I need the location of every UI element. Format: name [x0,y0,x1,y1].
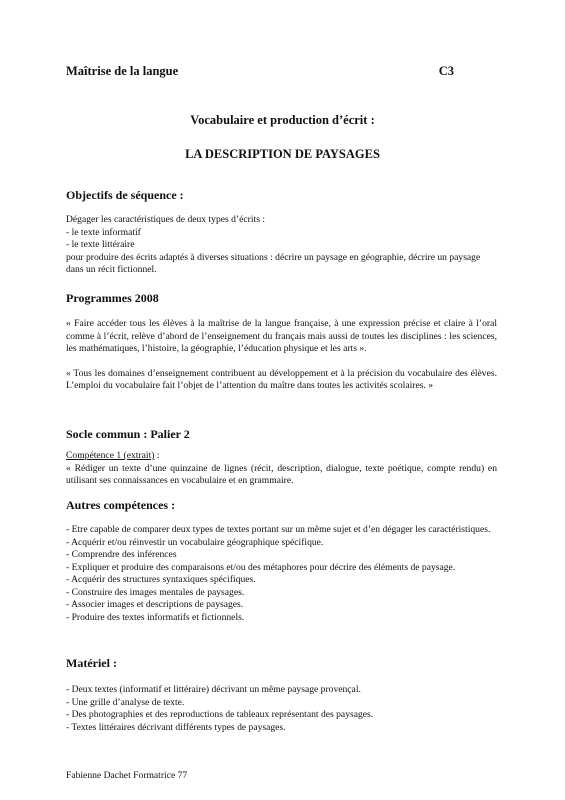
page-header [66,64,454,79]
materiel-section [66,656,497,734]
competence-text: « Rédiger un texte d’une quinzaine de lignes (récit, description, dialogue, texte poétique, compte rendu) en utilisant ses connaissances en vocabulaire et en grammaire. [66,462,497,486]
materiel-item: - Deux textes (informatif et littéraire) décrivant un même paysage provençal. [66,684,361,695]
subject-label: Maîtrise de la langue [66,64,179,78]
autres-item: - Etre capable de comparer deux types de textes portant sur un même sujet et d’en dégager les caractéristiques. [66,524,491,535]
programmes-heading: Programmes 2008 [66,291,159,305]
materiel-item: - Des photographies et des reproductions de tableaux représentant des paysages. [66,709,374,720]
materiel-item: - Textes littéraires décrivant différents types de paysages. [66,721,286,733]
autres-item: - Produire des textes informatifs et fictionnels. [66,611,245,623]
page-footer: Fabienne Dachet Formatrice 77 [66,770,188,781]
competence-label: Compétence 1 (extrait) [66,450,155,461]
programmes-section [66,291,497,393]
programmes-quote-1: « Faire accéder tous les élèves à la maîtrise de la langue française, à une expression précise et claire à l’oral comme à l’écrit, relève d’abord de l’enseignement du français mais aussi de toutes les disciplines : les sciences, les mathématiques, l’histoire, la géographie, l’éducation physique et les arts ». [66,318,497,354]
competence-colon: : [154,450,160,461]
cycle-label: C3 [438,64,454,78]
document-title: LA DESCRIPTION DE PAYSAGES [185,147,380,161]
autres-item: - Associer images et descriptions de paysages. [66,599,244,610]
socle-heading: Socle commun : Palier 2 [66,427,190,441]
materiel-heading: Matériel : [66,656,117,670]
autres-item: - Acquérir des structures syntaxiques spécifiques. [66,574,256,585]
document-subtitle: Vocabulaire et production d’écrit : [190,113,375,127]
socle-section [66,427,497,488]
objectifs-line: - le texte littéraire [66,239,135,250]
materiel-item: - Une grille d’analyse de texte. [66,696,185,708]
autres-item: - Expliquer et produire des comparaisons et/ou des métaphores pour décrire des éléments de paysage. [66,561,456,573]
autres-item: - Comprendre des inférences [66,549,177,560]
objectifs-paragraph: pour produire des écrits adaptés à diverses situations : décrire un paysage en géographie, décrire un paysage dans un récit fictionnel. [66,251,481,275]
objectifs-line: Dégager les caractéristiques de deux types d’écrits : [66,214,265,225]
autres-section [66,498,497,624]
objectifs-line: - le texte informatif [66,226,141,238]
objectifs-section [66,188,497,277]
autres-item: - Construire des images mentales de paysages. [66,586,245,598]
autres-item: - Acquérir et/ou réinvestir un vocabulaire géographique spécifique. [66,536,324,548]
objectifs-heading: Objectifs de séquence : [66,188,184,202]
autres-heading: Autres compétences : [66,498,176,512]
programmes-quote-2: « Tous les domaines d’enseignement contribuent au développement et à la précision du vocabulaire des élèves. L’emploi du vocabulaire fait l’objet de l’attention du maître dans toutes les activités scolaires. » [66,367,497,391]
